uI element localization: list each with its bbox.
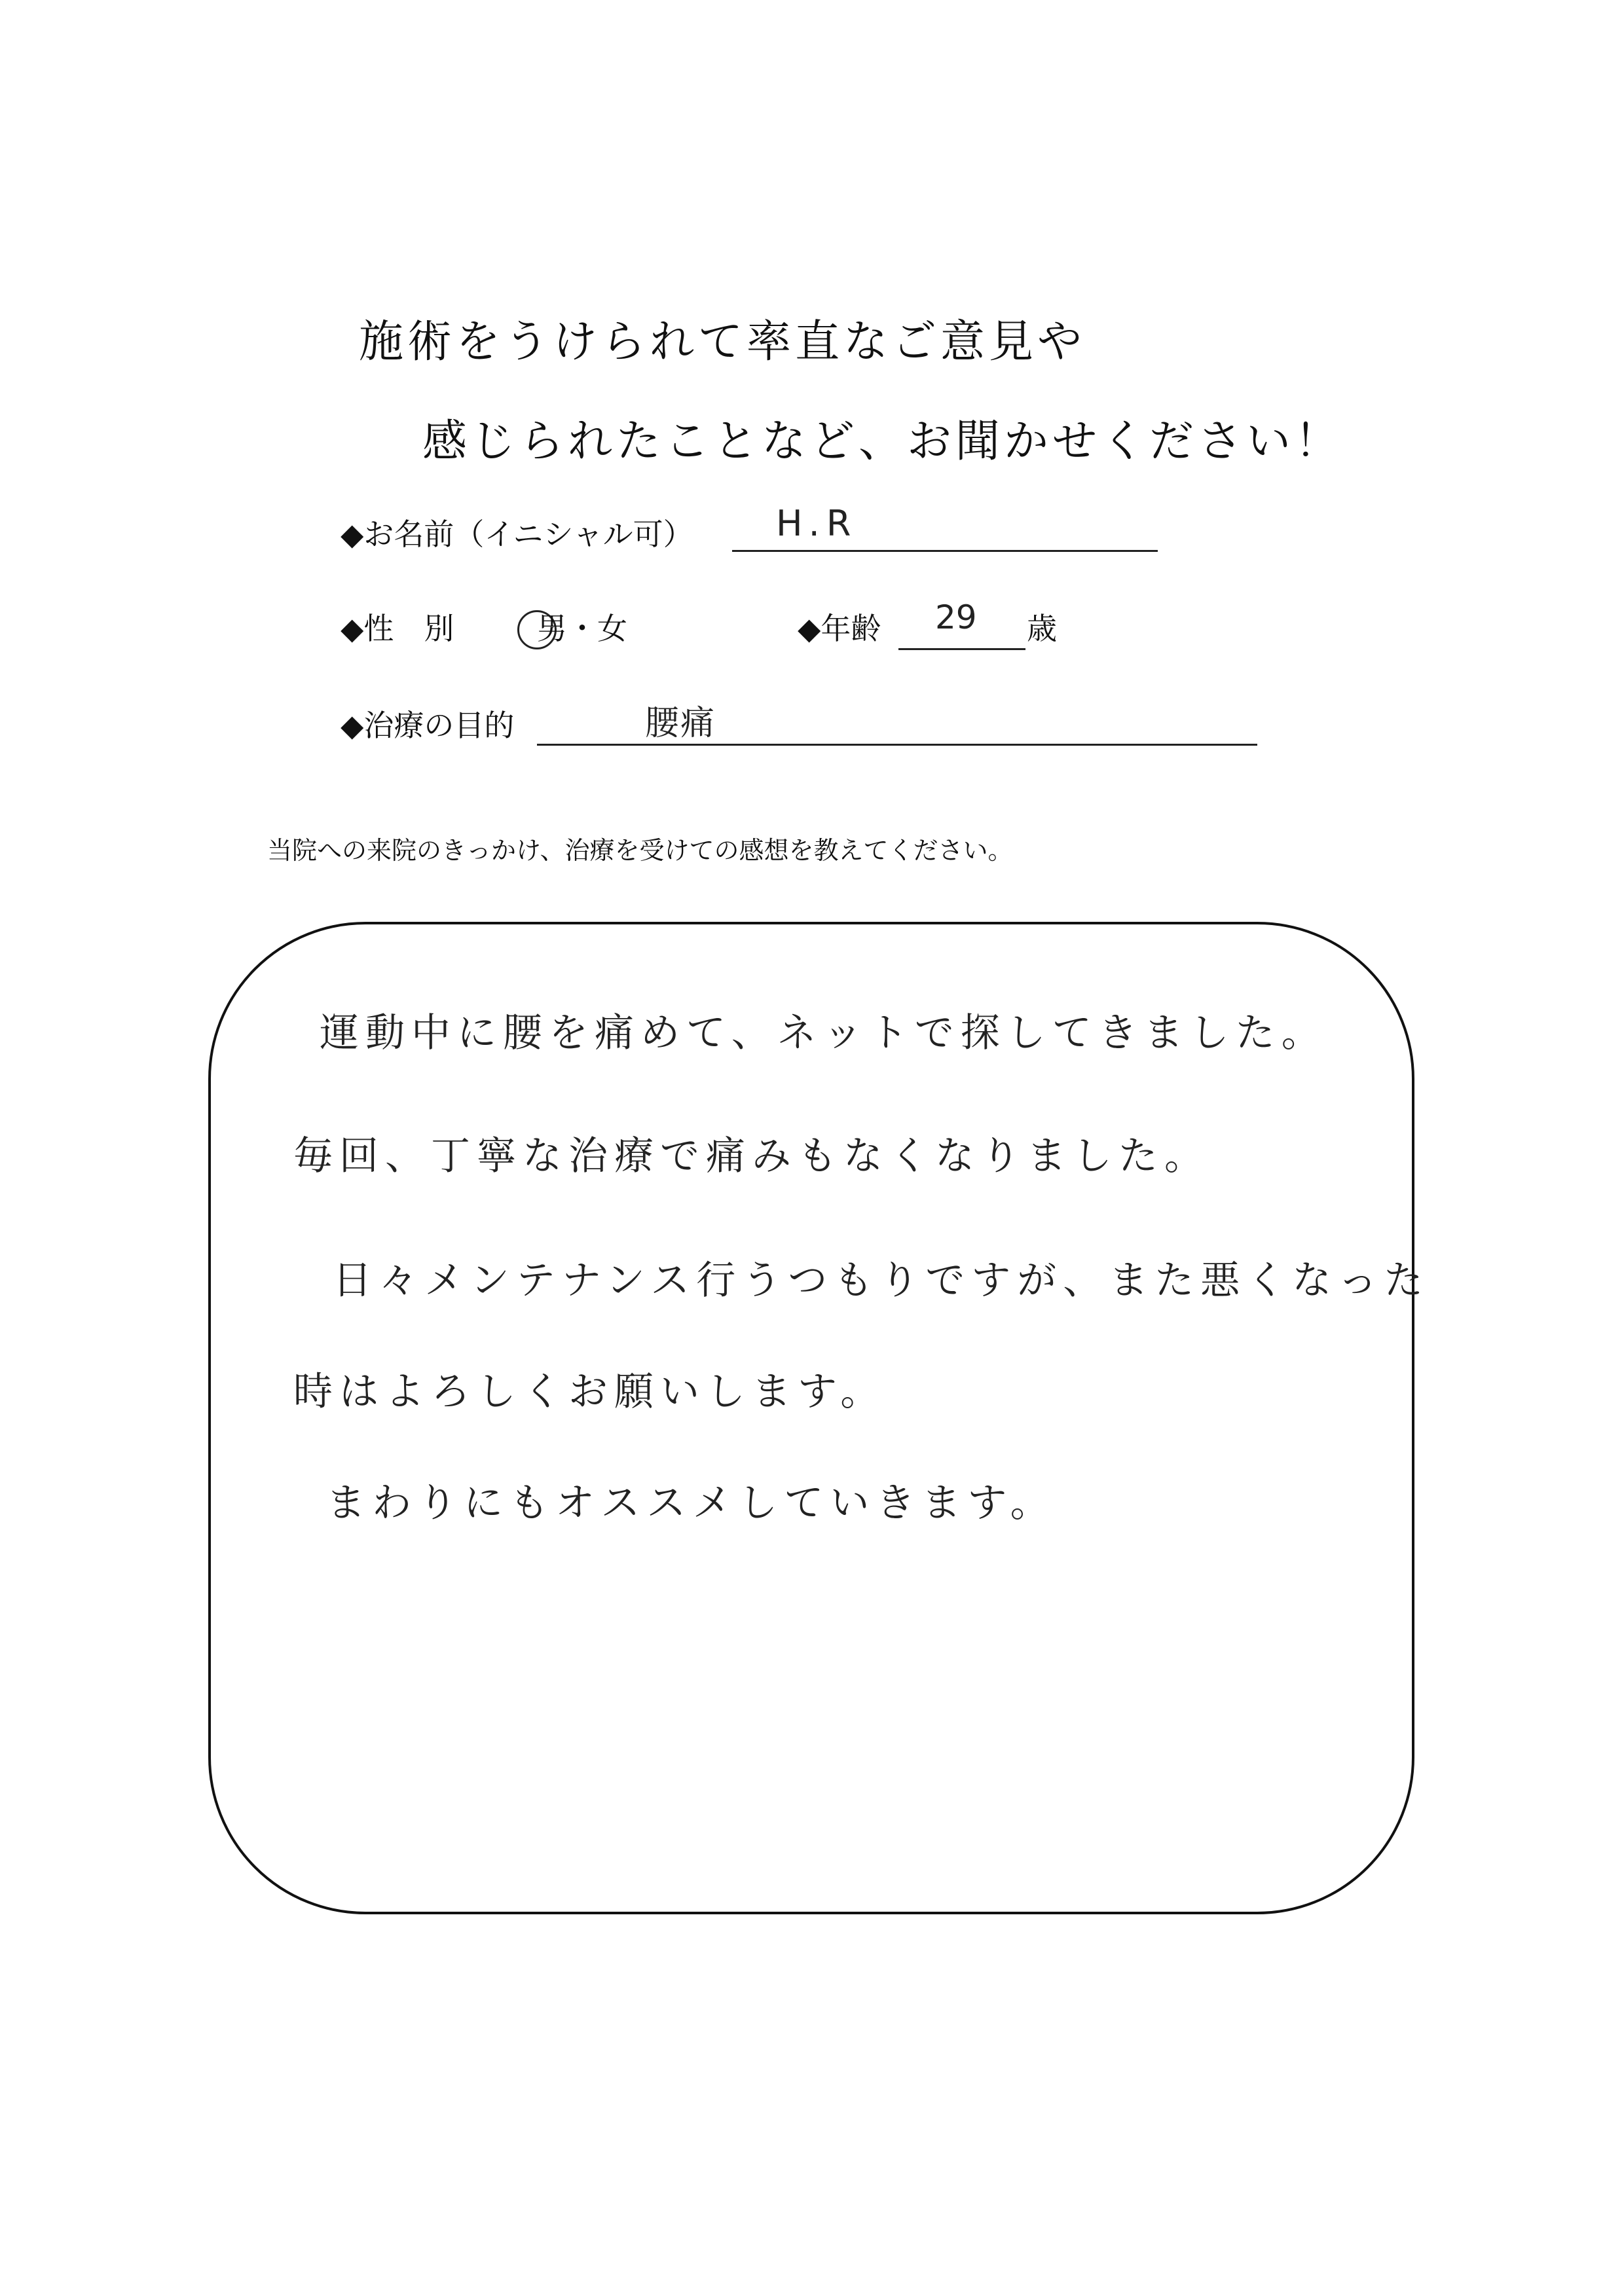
name-label: ◆お名前（イニシャル可） (341, 517, 693, 552)
age-value: 29 (935, 598, 977, 636)
comment-line-2: 毎回、丁寧な治療で痛みもなくなりました。 (293, 1133, 1210, 1179)
comment-line-3: 日々メンテナンス行うつもりですが、また悪くなった (333, 1258, 1430, 1303)
age-underline (898, 648, 1025, 650)
comment-prompt: 当院への来院のきっかけ、治療を受けての感想を教えてください。 (267, 836, 1013, 865)
comment-line-4: 時はよろしくお願いします。 (293, 1369, 887, 1415)
gender-options: 男・女 (537, 611, 627, 646)
name-value: H.R (776, 503, 858, 544)
age-unit: 歳 (1027, 611, 1057, 646)
purpose-label: ◆治療の目的 (341, 708, 515, 743)
purpose-underline (537, 744, 1257, 746)
age-label: ◆年齢 (798, 611, 881, 646)
purpose-value: 腰痛 (645, 704, 716, 743)
comment-box (208, 922, 1414, 1914)
heading-line-2: 感じられたことなど、お聞かせください！ (422, 416, 1344, 467)
heading-line-1: 施術をうけられて率直なご意見や (359, 316, 1086, 368)
comment-line-5: まわりにもオススメしていきます。 (326, 1480, 1056, 1526)
gender-label: ◆性 別 (341, 611, 454, 646)
comment-line-1: 運動中に腰を痛めて、ネットで探してきました。 (320, 1010, 1327, 1056)
name-underline (732, 550, 1158, 552)
